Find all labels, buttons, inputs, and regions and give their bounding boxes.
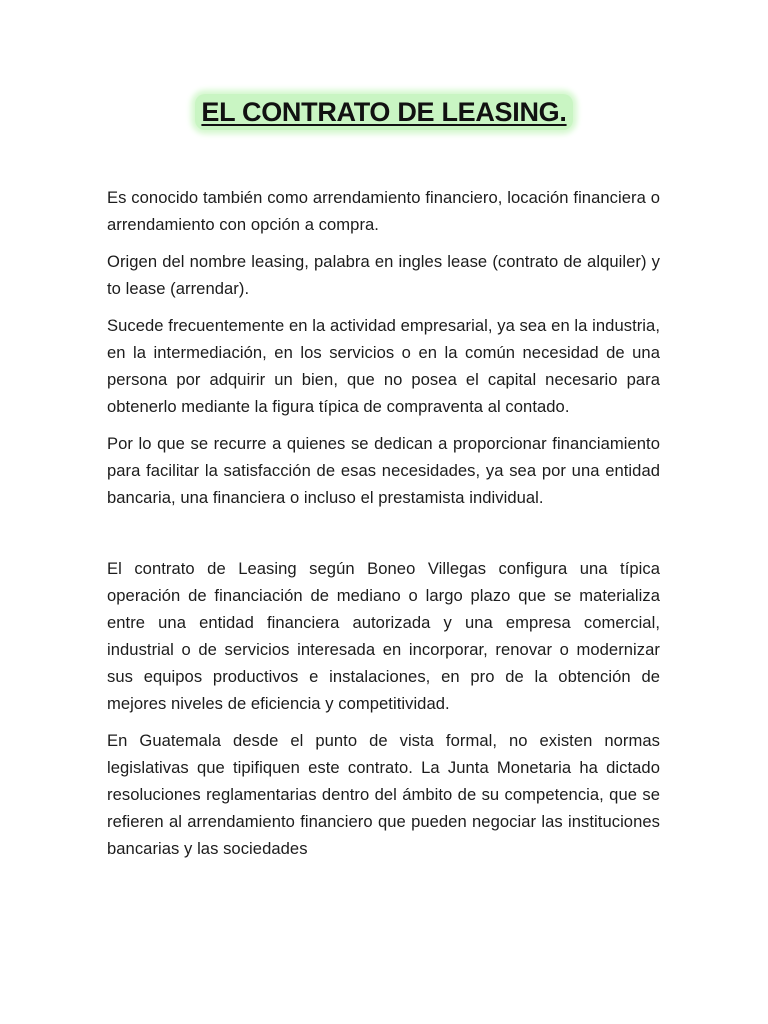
paragraph-boneo-villegas: El contrato de Leasing según Boneo Villegas configura una típica operación de financiación de mediano o largo plazo que se materializa entre una entidad financiera autorizada y una empresa comercial, industrial o de servicios interesada en incorporar, renovar o modernizar sus equipos productivos e instalaciones, en pro de la obtención de mejores niveles de eficiencia y competitividad.	[107, 559, 660, 713]
paragraph-definition: Es conocido también como arrendamiento financiero, locación financiera o arrendamiento con opción a compra.	[107, 188, 660, 234]
paragraph-financing: Por lo que se recurre a quienes se dedican a proporcionar financiamiento para facilitar la satisfacción de esas necesidades, ya sea por una entidad bancaria, una financiera o incluso el prestamista individual.	[107, 434, 660, 507]
title-container	[0, 94, 768, 130]
document-title: EL CONTRATO DE LEASING.	[195, 94, 572, 130]
paragraph-spacer	[107, 521, 660, 555]
paragraph-guatemala: En Guatemala desde el punto de vista formal, no existen normas legislativas que tipifiquen este contrato. La Junta Monetaria ha dictado resoluciones reglamentarias dentro del ámbito de su competencia, que se refieren al arrendamiento financiero que pueden negociar las instituciones bancarias y las sociedades	[107, 731, 660, 858]
document-body	[107, 184, 660, 872]
paragraph-context: Sucede frecuentemente en la actividad empresarial, ya sea en la industria, en la intermediación, en los servicios o en la común necesidad de una persona por adquirir un bien, que no posea el capital necesario para obtenerlo mediante la figura típica de compraventa al contado.	[107, 316, 660, 416]
paragraph-origin: Origen del nombre leasing, palabra en ingles lease (contrato de alquiler) y to lease (arrendar).	[107, 252, 660, 298]
